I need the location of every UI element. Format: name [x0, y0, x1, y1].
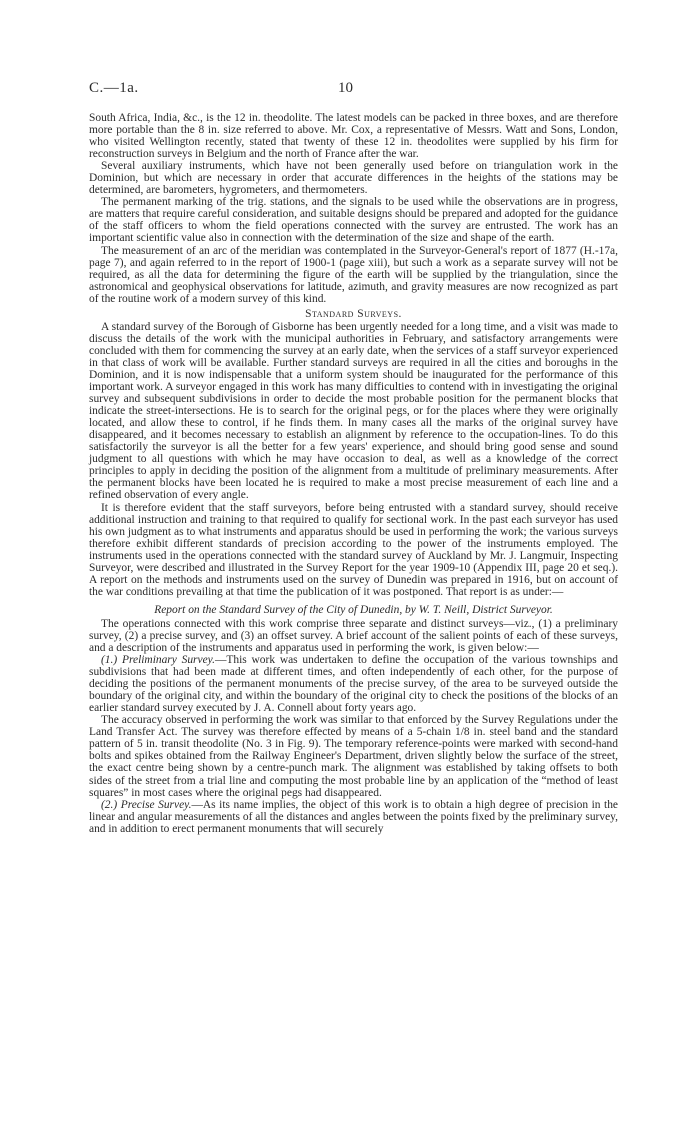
- section-reference: C.—1a.: [89, 80, 139, 96]
- paragraph-gisborne-survey: A standard survey of the Borough of Gisborne has been urgently needed for a long time, and a visit was made to discuss the details of the work with the municipal authorities in February, and satisfactory arrangements were concluded with them for commencing the survey at an early date, when the services of a staff surveyor experienced in that class of work will be available. Further standard surveys are required in all the cities and boroughs in the Dominion, and it is now indispensable that a uniform system should be inaugurated for the performance of this important work. A surveyor engaged in this work has many difficulties to contend with in investigating the original survey and subsequent subdivisions in order to decide the most probable position for the permanent blocks that indicate the street-intersections. He is to search for the original pegs, or for the places where they were originally located, and allow these to control, if he finds them. In many cases all the marks of the original survey have disappeared, and it becomes necessary to establish an alignment by reference to the occupation-lines. To do this satisfactorily the surveyor is all the better for a few years' experience, and should bring good sense and sound judgment to all questions with which he may have occasion to deal, as well as a knowledge of the correct principles to apply in deciding the position of the alignment from a multitude of preliminary measurements. After the permanent blocks have been located he is required to make a most precise measurement of each line and a refined observation of every angle.: [89, 320, 618, 502]
- preliminary-survey-text: —This work was undertaken to define the occupation of the various townships and subdivisions that had been made at different times, and often independently of each other, for the purpose of deciding the positions of the permanent monuments of the precise survey, of the area to be surveyed outside the boundary of the original city, and within the boundary of the original city to check the positions of the blocks of an earlier standard survey executed by J. A. Connell about forty years ago.: [89, 654, 619, 715]
- paragraph-staff-surveyors: It is therefore evident that the staff surveyors, before being entrusted with a standard survey, should receive additional instruction and training to that required to qualify for sectional work. In the past each surveyor has used his own judgment as to what instruments and apparatus should be used in performing the work; the various surveys therefore exhibit different standards of precision according to the power of the instruments employed. The instruments used in the operations connected with the standard survey of Auckland by Mr. J. Langmuir, Inspecting Surveyor, were described and illustrated in the Survey Report for the year 1909-10 (Appendix III, page 20 et seq.). A report on the methods and instruments used on the survey of Dunedin was prepared in 1916, but on account of the war conditions prevailing at that time the publication of it was postponed. That report is as under:—: [89, 501, 618, 598]
- paragraph-permanent-marking: The permanent marking of the trig. stations, and the signals to be used while the observations are in progress, are matters that require careful consideration, and suitable designs should be prepared and adopted for the guidance of the staff officers to whom the field operations connected with the survey are entrusted. The work has an important scientific value also in connection with the determination of the size and shape of the earth.: [89, 196, 618, 245]
- report-title: Report on the Standard Survey of the City of Dunedin, by W. T. Neill, District Surveyor.: [154, 603, 553, 616]
- paragraph-precise-survey: [89, 799, 618, 835]
- paragraph-meridian-arc: The measurement of an arc of the meridian was contemplated in the Surveyor-General's report of 1877 (H.-17a, page 7), and again referred to in the report of 1900-1 (page xiii), but such a work as a separate survey will not be required, as all the data for determining the figure of the earth will be supplied by the triangulation, since the astronomical and geophysical observations for latitude, azimuth, and gravity measures are now recognized as part of the routine work of a modern survey of this kind.: [89, 244, 618, 305]
- paragraph-theodolite: South Africa, India, &c., is the 12 in. theodolite. The latest models can be packed in three boxes, and are therefore more portable than the 8 in. size referred to above. Mr. Cox, a representative of Messrs. Watt and Sons, London, who visited Wellington recently, stated that twenty of these 12 in. theodolites were supplied by his firm for reconstruction surveys in Belgium and the north of France after the war.: [89, 112, 618, 161]
- paragraph-preliminary-survey: [89, 654, 618, 714]
- document-body: [89, 112, 618, 835]
- preliminary-survey-label: (1.) Preliminary Survey.: [101, 654, 215, 667]
- precise-survey-text: —As its name implies, the object of this work is to obtain a high degree of precision in the linear and angular measurements of all the distances and angles between the points fixed by the preliminary survey, and in addition to erect permanent monuments that will securely: [89, 798, 618, 835]
- paragraph-operations: The operations connected with this work comprise three separate and distinct surveys—viz., (1) a preliminary survey, (2) a precise survey, and (3) an offset survey. A brief account of the salient points of each of these surveys, and a description of the instruments and apparatus used in performing the work, is given below:—: [89, 617, 618, 655]
- section-heading-standard-surveys: Standard Surveys.: [305, 307, 402, 320]
- paragraph-accuracy: The accuracy observed in performing the work was similar to that enforced by the Survey Regulations under the Land Transfer Act. The survey was therefore effected by means of a 5-chain 1/8 in. steel band and the standard pattern of 5 in. transit theodolite (No. 3 in Fig. 9). The temporary reference-points were marked with second-hand bolts and spikes obtained from the Railway Engineer's Department, driven slightly below the surface of the street, the exact centre being shown by a centre-punch mark. The alignment was established by taking offsets to both sides of the street from a trial line and computing the most probable line by an application of the “method of least squares” in most cases where the original pegs had disappeared.: [89, 714, 618, 799]
- paragraph-auxiliary-instruments: Several auxiliary instruments, which have not been generally used before on triangulation work in the Dominion, but which are necessary in order that accurate differences in the heights of the stations may be determined, are barometers, hygrometers, and thermometers.: [89, 160, 618, 197]
- precise-survey-label: (2.) Precise Survey.: [101, 798, 192, 811]
- page-number: 10: [338, 80, 353, 96]
